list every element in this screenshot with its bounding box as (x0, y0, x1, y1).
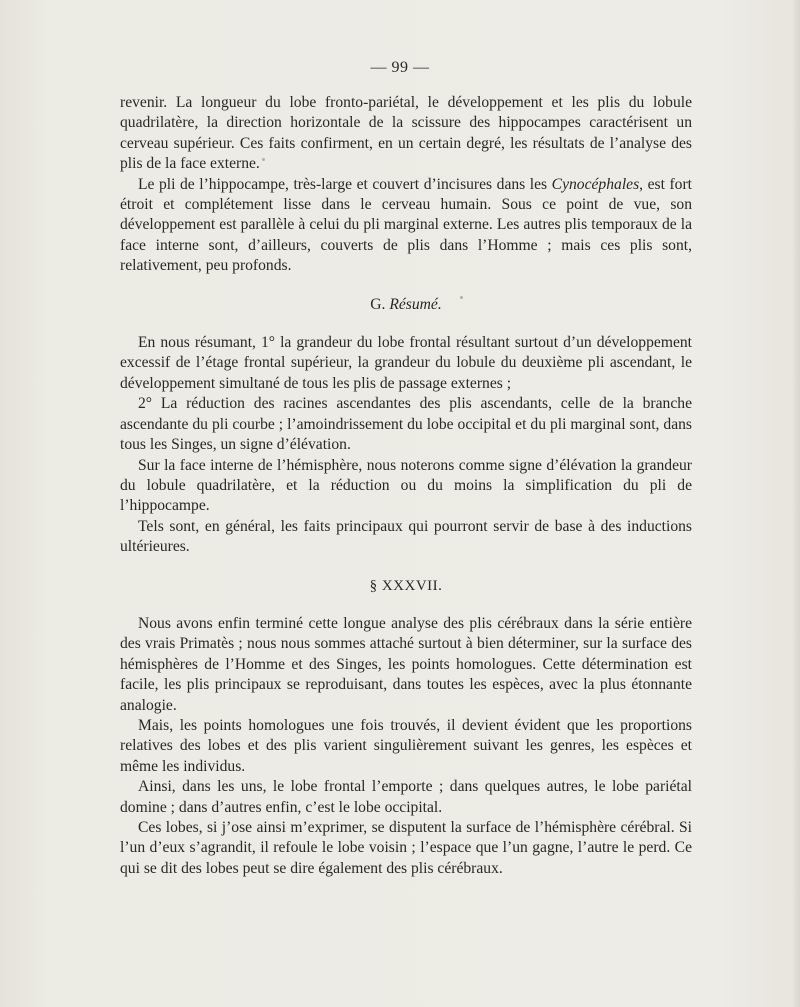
section-heading-g (120, 295, 692, 315)
paragraph-intro-2 (120, 175, 692, 277)
text-block (120, 93, 692, 879)
section-g-title: Résumé. (389, 295, 442, 313)
page-number: — 99 — (370, 59, 430, 76)
paper-speck (460, 296, 463, 299)
paragraph-intro-2-text: Le pli de l’hippocampe, très-large et couvert d’incisures dans les Cynocéphales, est fort étroit et complétement lisse dans le cerveau humain. Sous ce point de vue, son développement est parallèle à celui du pli marginal externe. Les autres plis temporaux de la face interne sont, d’ailleurs, couverts de plis dans l’Homme ; mais ces plis sont, relativement, peu profonds. (120, 175, 692, 275)
paragraph-resume-2: 2° La réduction des racines ascendantes des plis ascendants, celle de la branche ascendante du pli courbe ; l’amoindrissement du lobe occipital et du pli marginal sont, dans tous les Singes, un signe d’élévation. (120, 395, 692, 454)
section-g-letter: G. (370, 295, 386, 313)
section-heading-xxxvii: § XXXVII. (369, 577, 443, 594)
paragraph-final-4: Ces lobes, si j’ose ainsi m’exprimer, se disputent la surface de l’hémisphère cérébral. Si l’un d’eux s’agrandit, il refoule le lobe voisin ; l’espace que l’un gagne, l’autre le perd. Ce qui se dit des lobes peut se dire également des plis cérébraux. (120, 819, 692, 877)
paragraph-resume-1: En nous résumant, 1° la grandeur du lobe frontal résultant surtout d’un développement excessif de l’étage frontal supérieur, la grandeur du lobule du deuxième pli ascendant, le développement simultané de tous les plis de passage externes ; (120, 334, 692, 392)
paragraph-final-2: Mais, les points homologues une fois trouvés, il devient évident que les proportions relatives des lobes et des plis varient singulièrement suivant les genres, les espèces et même les individus. (120, 716, 692, 775)
paragraph-intro-1: revenir. La longueur du lobe fronto-pariétal, le développement et les plis du lobule quadrilatère, la direction horizontale de la scissure des hippocampes caractérisent un cerveau supérieur. Ces faits confirment, en un certain degré, les résultats de l’analyse des plis de la face externe. (120, 94, 692, 173)
paragraph-resume-3: Sur la face interne de l’hémisphère, nous noterons comme signe d’élévation la grandeur du lobule quadrilatère, et la réduction ou du moins la simplification du pli de l’hippocampe. (120, 456, 692, 515)
page-edge (794, 0, 800, 1007)
genus-name: Cynocéphales (551, 175, 640, 193)
paragraph-final-3: Ainsi, dans les uns, le lobe frontal l’emporte ; dans quelques autres, le lobe pariétal domine ; dans d’autres enfin, c’est le lobe occipital. (120, 778, 692, 816)
paragraph-final-1: Nous avons enfin terminé cette longue analyse des plis cérébraux dans la série entière des vrais Primatès ; nous nous sommes attaché surtout à bien déterminer, sur la surface des hémisphères de l’Homme et des Singes, les points homologues. Cette détermination est facile, les plis principaux se reproduisant, dans toutes les espèces, avec la plus étonnante analogie. (120, 614, 692, 714)
paper-speck (262, 158, 265, 161)
paragraph-resume-4: Tels sont, en général, les faits principaux qui pourront servir de base à des inductions ultérieures. (120, 517, 692, 556)
